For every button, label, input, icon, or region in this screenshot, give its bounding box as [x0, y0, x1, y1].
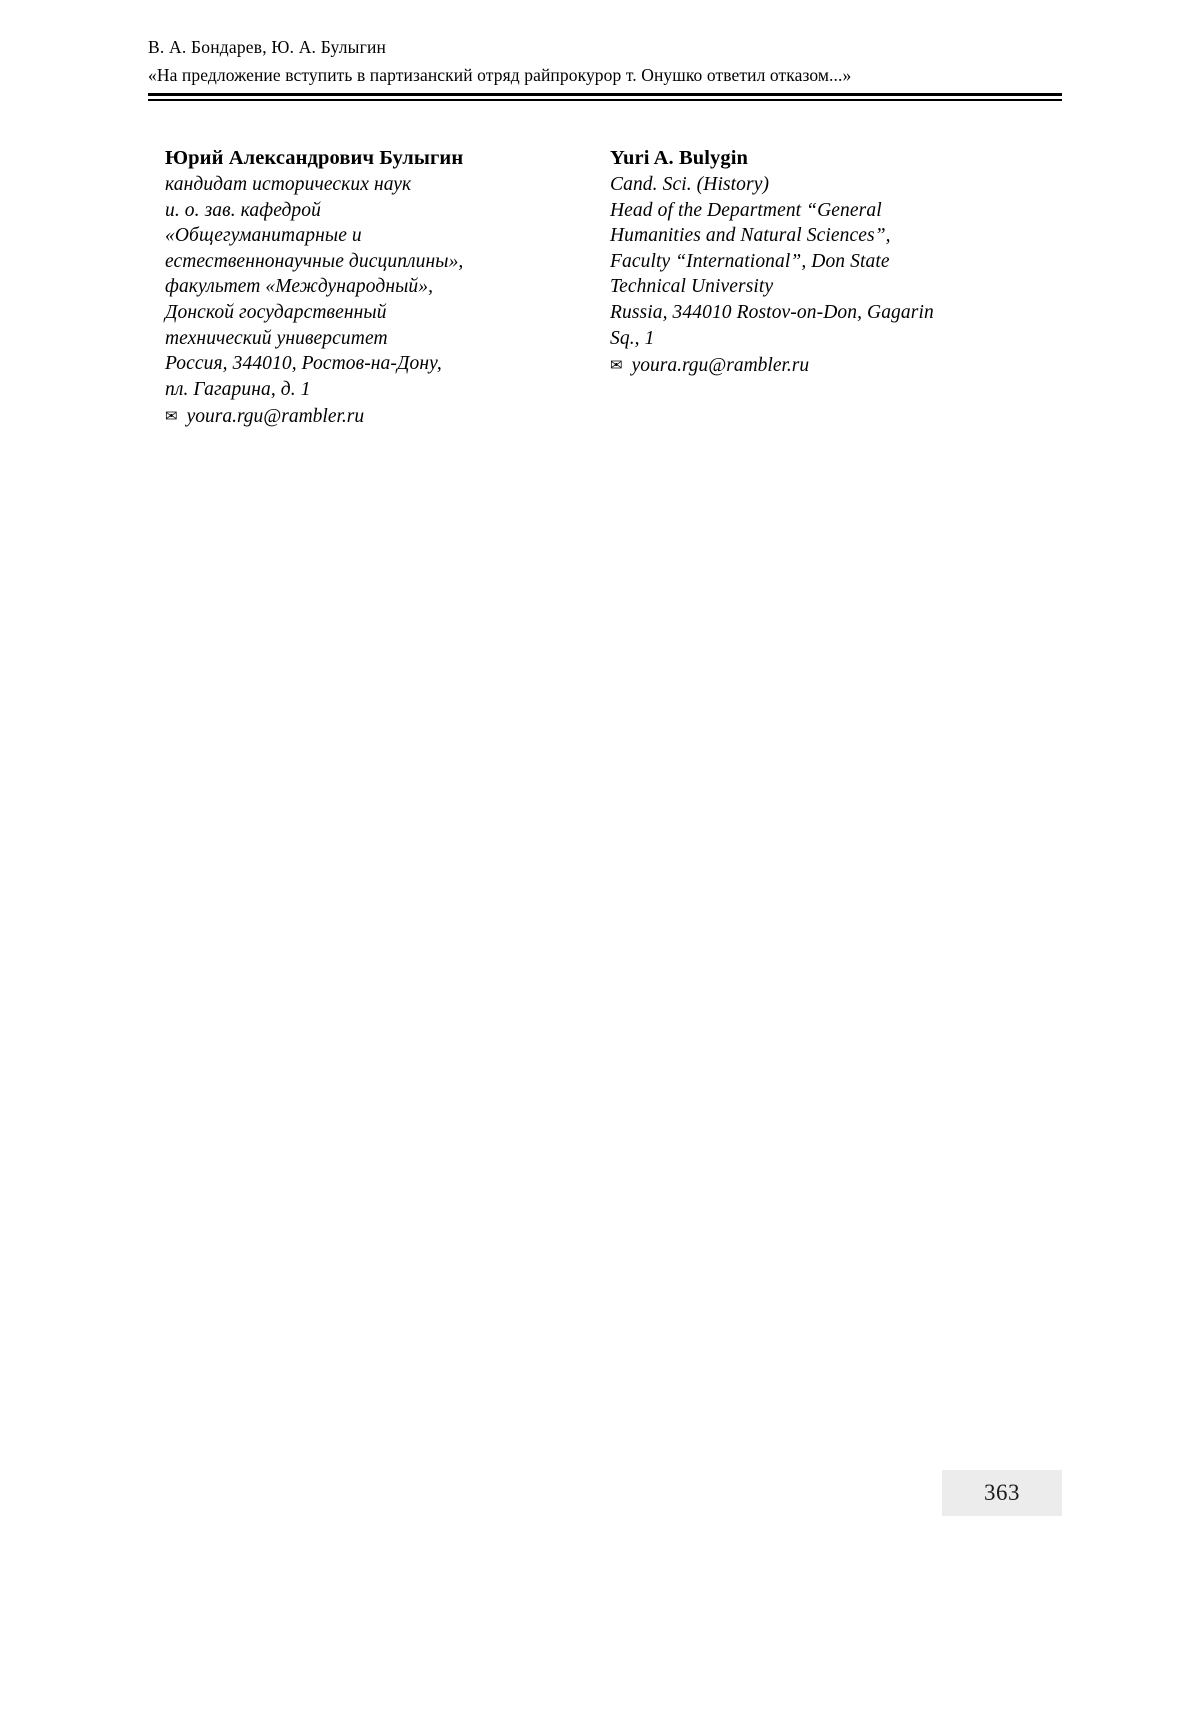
author-name-en: Yuri A. Bulygin	[610, 147, 749, 169]
author-affiliation-line: технический университет	[165, 327, 388, 349]
author-info-russian	[165, 145, 565, 430]
author-name-ru: Юрий Александрович Булыгин	[165, 147, 464, 169]
author-email-text[interactable]: youra.rgu@rambler.ru	[631, 355, 810, 377]
envelope-icon: ✉	[610, 358, 623, 375]
running-head-title: «На предложение вступить в партизанский отряд райпрокурор т. Онушко ответил отказом...»	[148, 65, 852, 85]
author-affiliation-line: естественнонаучные дисциплины»,	[165, 250, 464, 272]
author-email-en	[610, 353, 1040, 379]
author-affiliation-line: Russia, 344010 Rostov-on-Don, Gagarin	[610, 301, 934, 323]
author-info-english	[610, 145, 1040, 379]
author-affiliation-line: Faculty “International”, Don State	[610, 250, 890, 272]
author-affiliation-line: факультет «Международный»,	[165, 276, 434, 298]
envelope-icon: ✉	[165, 409, 178, 426]
author-affiliation-line: и. о. зав. кафедрой	[165, 199, 321, 221]
author-affiliation-line: кандидат исторических наук	[165, 174, 412, 195]
author-affiliation-line: пл. Гагарина, д. 1	[165, 378, 311, 400]
running-head-authors: В. А. Бондарев, Ю. А. Булыгин	[148, 37, 387, 57]
author-affiliation-line: Head of the Department “General	[610, 199, 882, 221]
author-affiliation-line: Sq., 1	[610, 327, 655, 349]
page-number-box	[942, 1470, 1062, 1516]
author-email-ru	[165, 404, 565, 430]
author-affiliation-line: Донской государственный	[165, 301, 387, 323]
author-affiliation-line: Cand. Sci. (History)	[610, 174, 770, 195]
author-affiliation-line: Humanities and Natural Sciences”,	[610, 225, 891, 247]
author-affiliation-line: «Общегуманитарные и	[165, 225, 362, 247]
header-rule-thin	[148, 99, 1062, 101]
header-rule-group	[148, 93, 1062, 101]
page-number: 363	[984, 1480, 1020, 1505]
author-affiliation-line: Россия, 344010, Ростов-на-Дону,	[165, 353, 442, 375]
running-head	[148, 34, 1048, 88]
author-affiliation-line: Technical University	[610, 276, 774, 298]
author-email-text[interactable]: youra.rgu@rambler.ru	[186, 406, 365, 428]
